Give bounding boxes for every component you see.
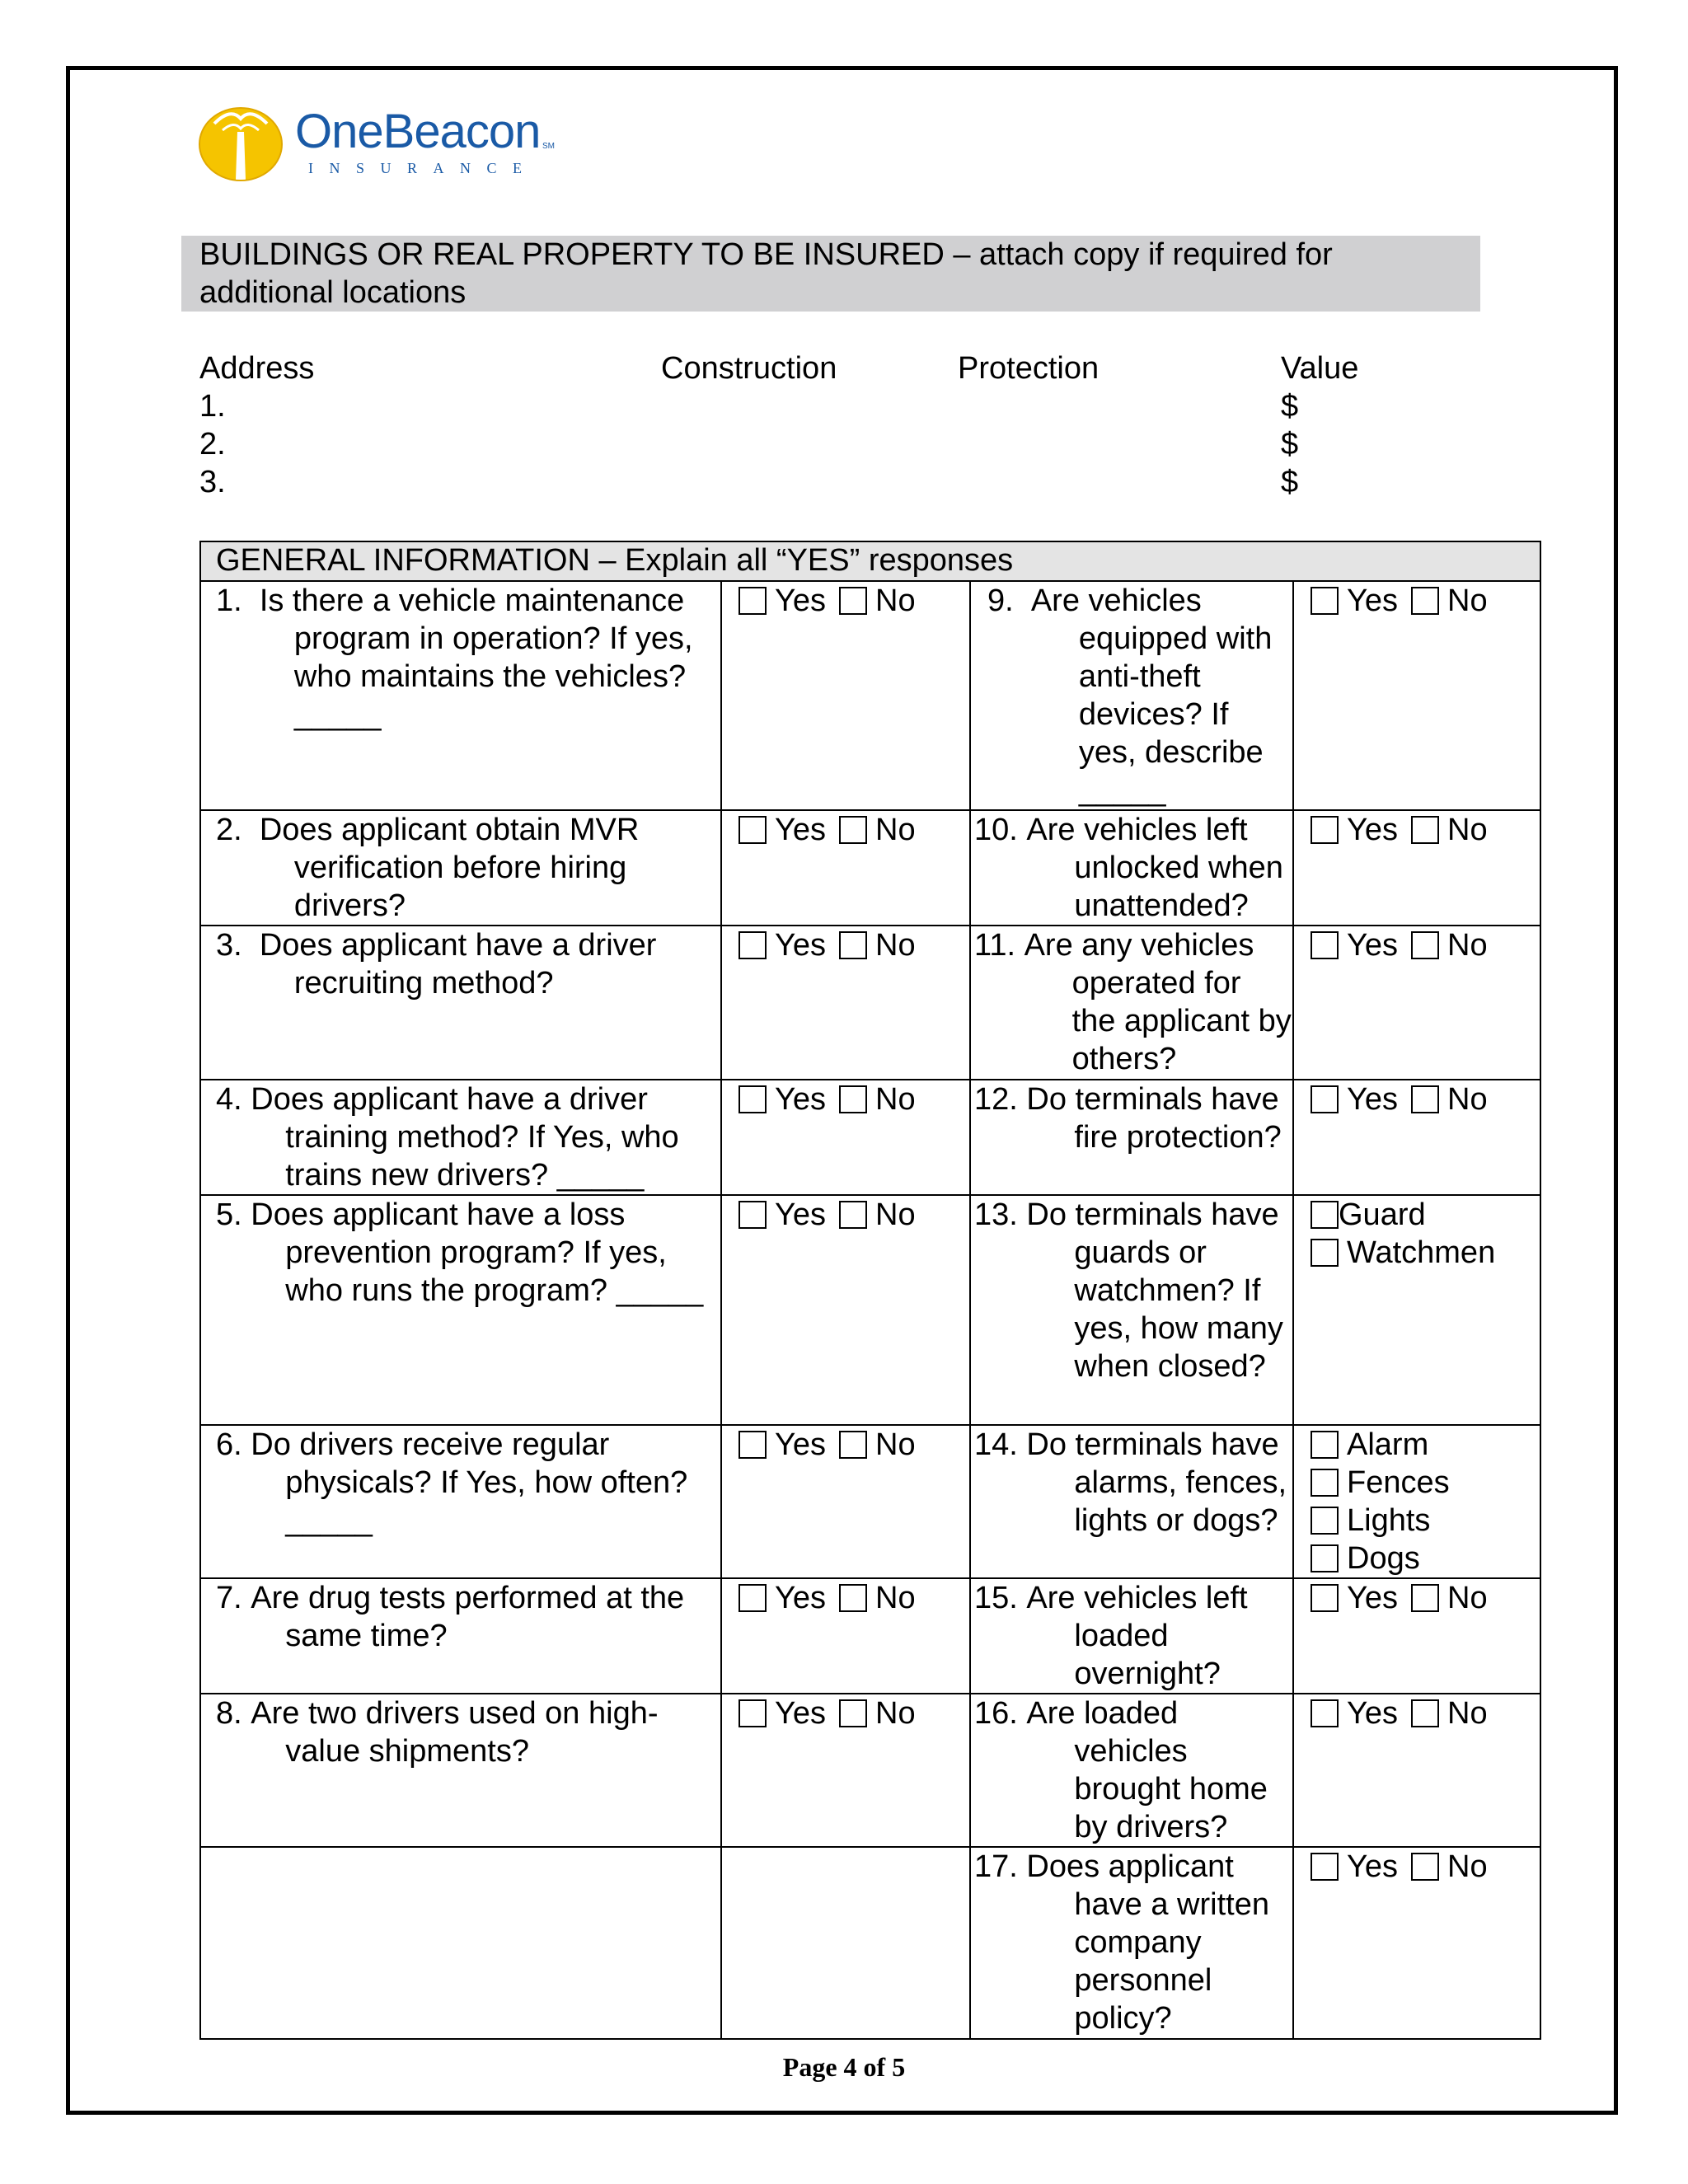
question-row — [200, 581, 1540, 810]
q2-yes-checkbox[interactable] — [738, 816, 767, 844]
question-3-answer: Yes No — [722, 926, 969, 964]
q12-yes-checkbox[interactable] — [1311, 1085, 1339, 1113]
question-4-answer: Yes No — [722, 1080, 969, 1118]
question-2-answer: Yes No — [722, 811, 969, 849]
question-row — [200, 1847, 1540, 2039]
question-3: 3. Does applicant have a driver recruiting method? — [216, 928, 657, 1001]
q1-no-checkbox[interactable] — [839, 587, 867, 615]
question-5: 5. Does applicant have a loss prevention program? If yes, who runs the program? _____ — [216, 1197, 704, 1308]
q10-yes-checkbox[interactable] — [1311, 816, 1339, 844]
q3-yes-checkbox[interactable] — [738, 931, 767, 959]
question-8: 8. Are two drivers used on high-value shipments? — [216, 1696, 659, 1769]
q3-no-checkbox[interactable] — [839, 931, 867, 959]
question-11-answer: Yes No — [1294, 926, 1540, 964]
question-14: 14. Do terminals have alarms, fences, lights or dogs? — [974, 1427, 1287, 1538]
buildings-section-heading — [181, 236, 1480, 312]
q15-no-checkbox[interactable] — [1411, 1584, 1439, 1612]
q17-yes-checkbox[interactable] — [1311, 1853, 1339, 1881]
q6-yes-checkbox[interactable] — [738, 1431, 767, 1459]
q7-yes-checkbox[interactable] — [738, 1584, 767, 1612]
question-row — [200, 1578, 1540, 1694]
question-9: 9. Are vehicles equipped with anti-theft devices? If yes, describe _____ — [987, 583, 1273, 808]
q13-guard-checkbox[interactable] — [1311, 1201, 1339, 1229]
q17-no-checkbox[interactable] — [1411, 1853, 1439, 1881]
empty-cell — [200, 1847, 721, 2039]
q4-no-checkbox[interactable] — [839, 1085, 867, 1113]
q14-option-fences[interactable]: Fences — [1294, 1464, 1540, 1502]
beacon-logo-icon — [198, 99, 284, 181]
q15-yes-checkbox[interactable] — [1311, 1584, 1339, 1612]
question-4: 4. Does applicant have a driver training method? If Yes, who trains new drivers? _____ — [216, 1082, 679, 1193]
question-2: 2. Does applicant obtain MVR verification before hiring drivers? — [216, 813, 640, 923]
address-column-header: Address — [199, 351, 315, 386]
buildings-heading-line1: BUILDINGS OR REAL PROPERTY TO BE INSURED – attach copy if required for — [199, 237, 1333, 272]
q14-lights-checkbox[interactable] — [1311, 1507, 1339, 1535]
address-row-1-number: 1. — [199, 389, 226, 424]
q14-alarm-checkbox[interactable] — [1311, 1431, 1339, 1459]
question-10: 10. Are vehicles left unlocked when unattended? — [974, 813, 1283, 923]
value-row-1: $ — [1281, 389, 1299, 424]
question-15: 15. Are vehicles left loaded overnight? — [974, 1581, 1248, 1691]
page-number: Page 4 of 5 — [782, 2052, 906, 2082]
q11-yes-checkbox[interactable] — [1311, 931, 1339, 959]
onebeacon-logo — [198, 99, 560, 181]
buildings-heading-line2: additional locations — [199, 275, 467, 310]
question-1: 1. Is there a vehicle maintenance program in operation? If yes, who maintains the vehicles?_____ — [216, 583, 693, 732]
brand-tagline: INSURANCE — [308, 160, 538, 176]
q5-no-checkbox[interactable] — [839, 1201, 867, 1229]
q14-option-alarm[interactable]: Alarm — [1294, 1426, 1540, 1464]
question-15-answer: Yes No — [1294, 1579, 1540, 1617]
question-13: 13. Do terminals have guards or watchmen? If yes, how many when closed? — [974, 1197, 1283, 1384]
q14-dogs-checkbox[interactable] — [1311, 1544, 1339, 1572]
question-9-answer: Yes No — [1294, 582, 1540, 620]
q14-option-lights[interactable]: Lights — [1294, 1502, 1540, 1540]
question-row — [200, 1425, 1540, 1578]
question-12: 12. Do terminals have fire protection? — [974, 1082, 1282, 1155]
question-16-answer: Yes No — [1294, 1694, 1540, 1732]
general-information-table — [199, 541, 1541, 2040]
protection-column-header: Protection — [958, 351, 1100, 386]
question-7: 7. Are drug tests performed at the same time? — [216, 1581, 685, 1653]
q12-no-checkbox[interactable] — [1411, 1085, 1439, 1113]
q11-no-checkbox[interactable] — [1411, 931, 1439, 959]
q8-yes-checkbox[interactable] — [738, 1699, 767, 1727]
q16-yes-checkbox[interactable] — [1311, 1699, 1339, 1727]
question-row — [200, 1195, 1540, 1425]
question-16: 16. Are loaded vehicles brought home by drivers? — [974, 1696, 1268, 1844]
q16-no-checkbox[interactable] — [1411, 1699, 1439, 1727]
brand-name: OneBeacon — [295, 105, 541, 158]
q10-no-checkbox[interactable] — [1411, 816, 1439, 844]
q9-yes-checkbox[interactable] — [1311, 587, 1339, 615]
q6-no-checkbox[interactable] — [839, 1431, 867, 1459]
q13-option-guard[interactable]: Guard — [1294, 1196, 1540, 1234]
question-5-answer: Yes No — [722, 1196, 969, 1234]
empty-cell — [721, 1847, 970, 2039]
question-17: 17. Does applicant have a written company personnel policy? — [974, 1849, 1269, 2036]
construction-column-header: Construction — [661, 351, 837, 386]
value-column-header: Value — [1281, 351, 1359, 386]
service-mark: SM — [542, 142, 555, 151]
q2-no-checkbox[interactable] — [839, 816, 867, 844]
q8-no-checkbox[interactable] — [839, 1699, 867, 1727]
q14-fences-checkbox[interactable] — [1311, 1469, 1339, 1497]
q14-option-dogs[interactable]: Dogs — [1294, 1540, 1540, 1577]
q1-yes-checkbox[interactable] — [738, 587, 767, 615]
address-row-3-number: 3. — [199, 465, 226, 499]
question-6: 6. Do drivers receive regular physicals? If Yes, how often? _____ — [216, 1427, 688, 1538]
question-row — [200, 926, 1540, 1080]
question-17-answer: Yes No — [1294, 1848, 1540, 1886]
question-1-answer: Yes No — [722, 582, 969, 620]
q5-yes-checkbox[interactable] — [738, 1201, 767, 1229]
question-6-answer: Yes No — [722, 1426, 969, 1464]
question-10-answer: Yes No — [1294, 811, 1540, 849]
q4-yes-checkbox[interactable] — [738, 1085, 767, 1113]
q7-no-checkbox[interactable] — [839, 1584, 867, 1612]
general-information-heading: GENERAL INFORMATION – Explain all “YES” responses — [200, 541, 1540, 581]
q13-watchmen-checkbox[interactable] — [1311, 1239, 1339, 1267]
q9-no-checkbox[interactable] — [1411, 587, 1439, 615]
question-7-answer: Yes No — [722, 1579, 969, 1617]
question-row — [200, 810, 1540, 926]
question-8-answer: Yes No — [722, 1694, 969, 1732]
address-row-2-number: 2. — [199, 427, 226, 462]
value-row-3: $ — [1281, 465, 1299, 499]
question-row — [200, 1080, 1540, 1195]
q13-option-watchmen[interactable]: Watchmen — [1294, 1234, 1540, 1272]
question-11: 11. Are any vehicles operated for the applicant by others? — [974, 928, 1292, 1076]
question-12-answer: Yes No — [1294, 1080, 1540, 1118]
question-row — [200, 1694, 1540, 1847]
value-row-2: $ — [1281, 427, 1299, 462]
